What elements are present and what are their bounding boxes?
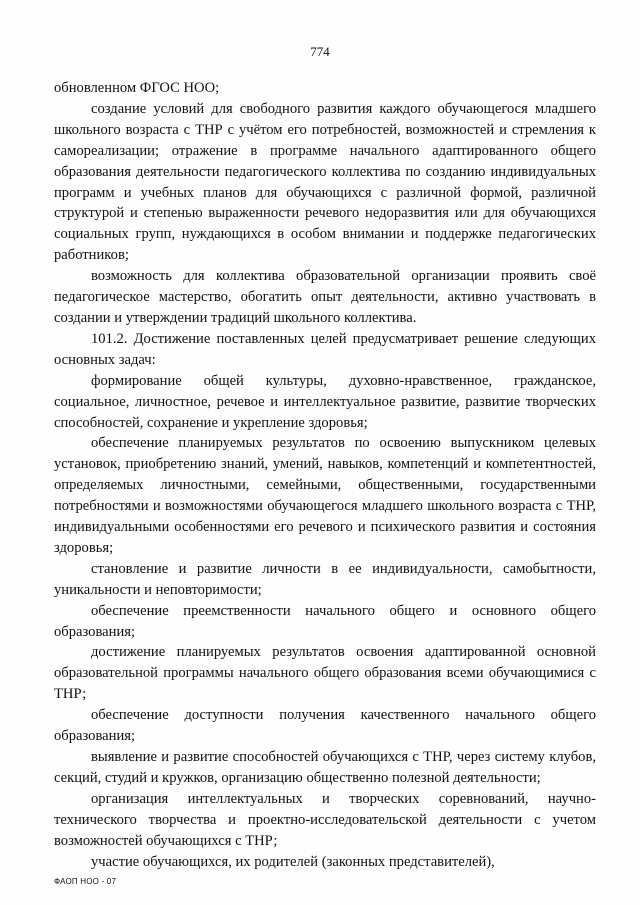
paragraph: становление и развитие личности в ее индивидуальности, самобытности, уникальности и неповторимости; — [54, 560, 596, 598]
paragraph: выявление и развитие способностей обучающихся с ТНР, через систему клубов, секций, студий и кружков, организацию общественно полезной деятельности; — [54, 749, 596, 786]
paragraph: создание условий для свободного развития каждого обучающегося младшего школьного возраста с ТНР с учётом его потребностей, возможностей и стремления к самореализации; отражение в программе начального адаптированного общего образования деятельности педагогического коллектива по созданию индивидуальных программ и учебных планов для обучающихся с различной формой, различной структурой и степенью выраженности речевого недоразвития или для обучающихся социальных групп, нуждающихся в особом внимании и поддержке педагогических работников; — [54, 100, 596, 264]
document-body — [54, 78, 596, 872]
page-number: 774 — [310, 44, 330, 59]
paragraph: организация интеллектуальных и творческих соревнований, научно-технического творчества и проектно-исследовательской деятельности с учетом возможностей обучающихся с ТНР; — [54, 790, 596, 849]
paragraph: обеспечение преемственности начального общего и основного общего образования; — [54, 602, 596, 640]
paragraph: обеспечение планируемых результатов по освоению выпускником целевых установок, приобретению знаний, умений, навыков, компетенций и компетентностей, определяемых личностными, семейными, общественными, государственными потребностями и возможностями обучающегося младшего школьного возраста с ТНР, индивидуальными особенностями его речевого и психического развития и состояния здоровья; — [54, 435, 596, 556]
paragraph: участие обучающихся, их родителей (законных представителей), — [91, 853, 495, 870]
paragraph: возможность для коллектива образовательной организации проявить своё педагогическое мастерство, обогатить опыт деятельности, активно участвовать в создании и утверждении традиций школьного коллектива. — [54, 268, 596, 326]
paragraph: 101.2. Достижение поставленных целей предусматривает решение следующих основных задач: — [54, 330, 596, 368]
paragraph: формирование общей культуры, духовно-нравственное, гражданское, социальное, личностное, речевое и интеллектуальное развитие, развитие творческих способностей, сохранение и укрепление здоровья; — [54, 372, 596, 431]
footer-code: ФАОП НОО - 07 — [54, 877, 117, 886]
paragraph: обеспечение доступности получения качественного начального общего образования; — [54, 707, 596, 745]
paragraph: достижение планируемых результатов освоения адаптированной основной образовательной программы начального общего образования всеми обучающимися с ТНР; — [54, 644, 596, 703]
paragraph: обновленном ФГОС НОО; — [54, 80, 220, 96]
